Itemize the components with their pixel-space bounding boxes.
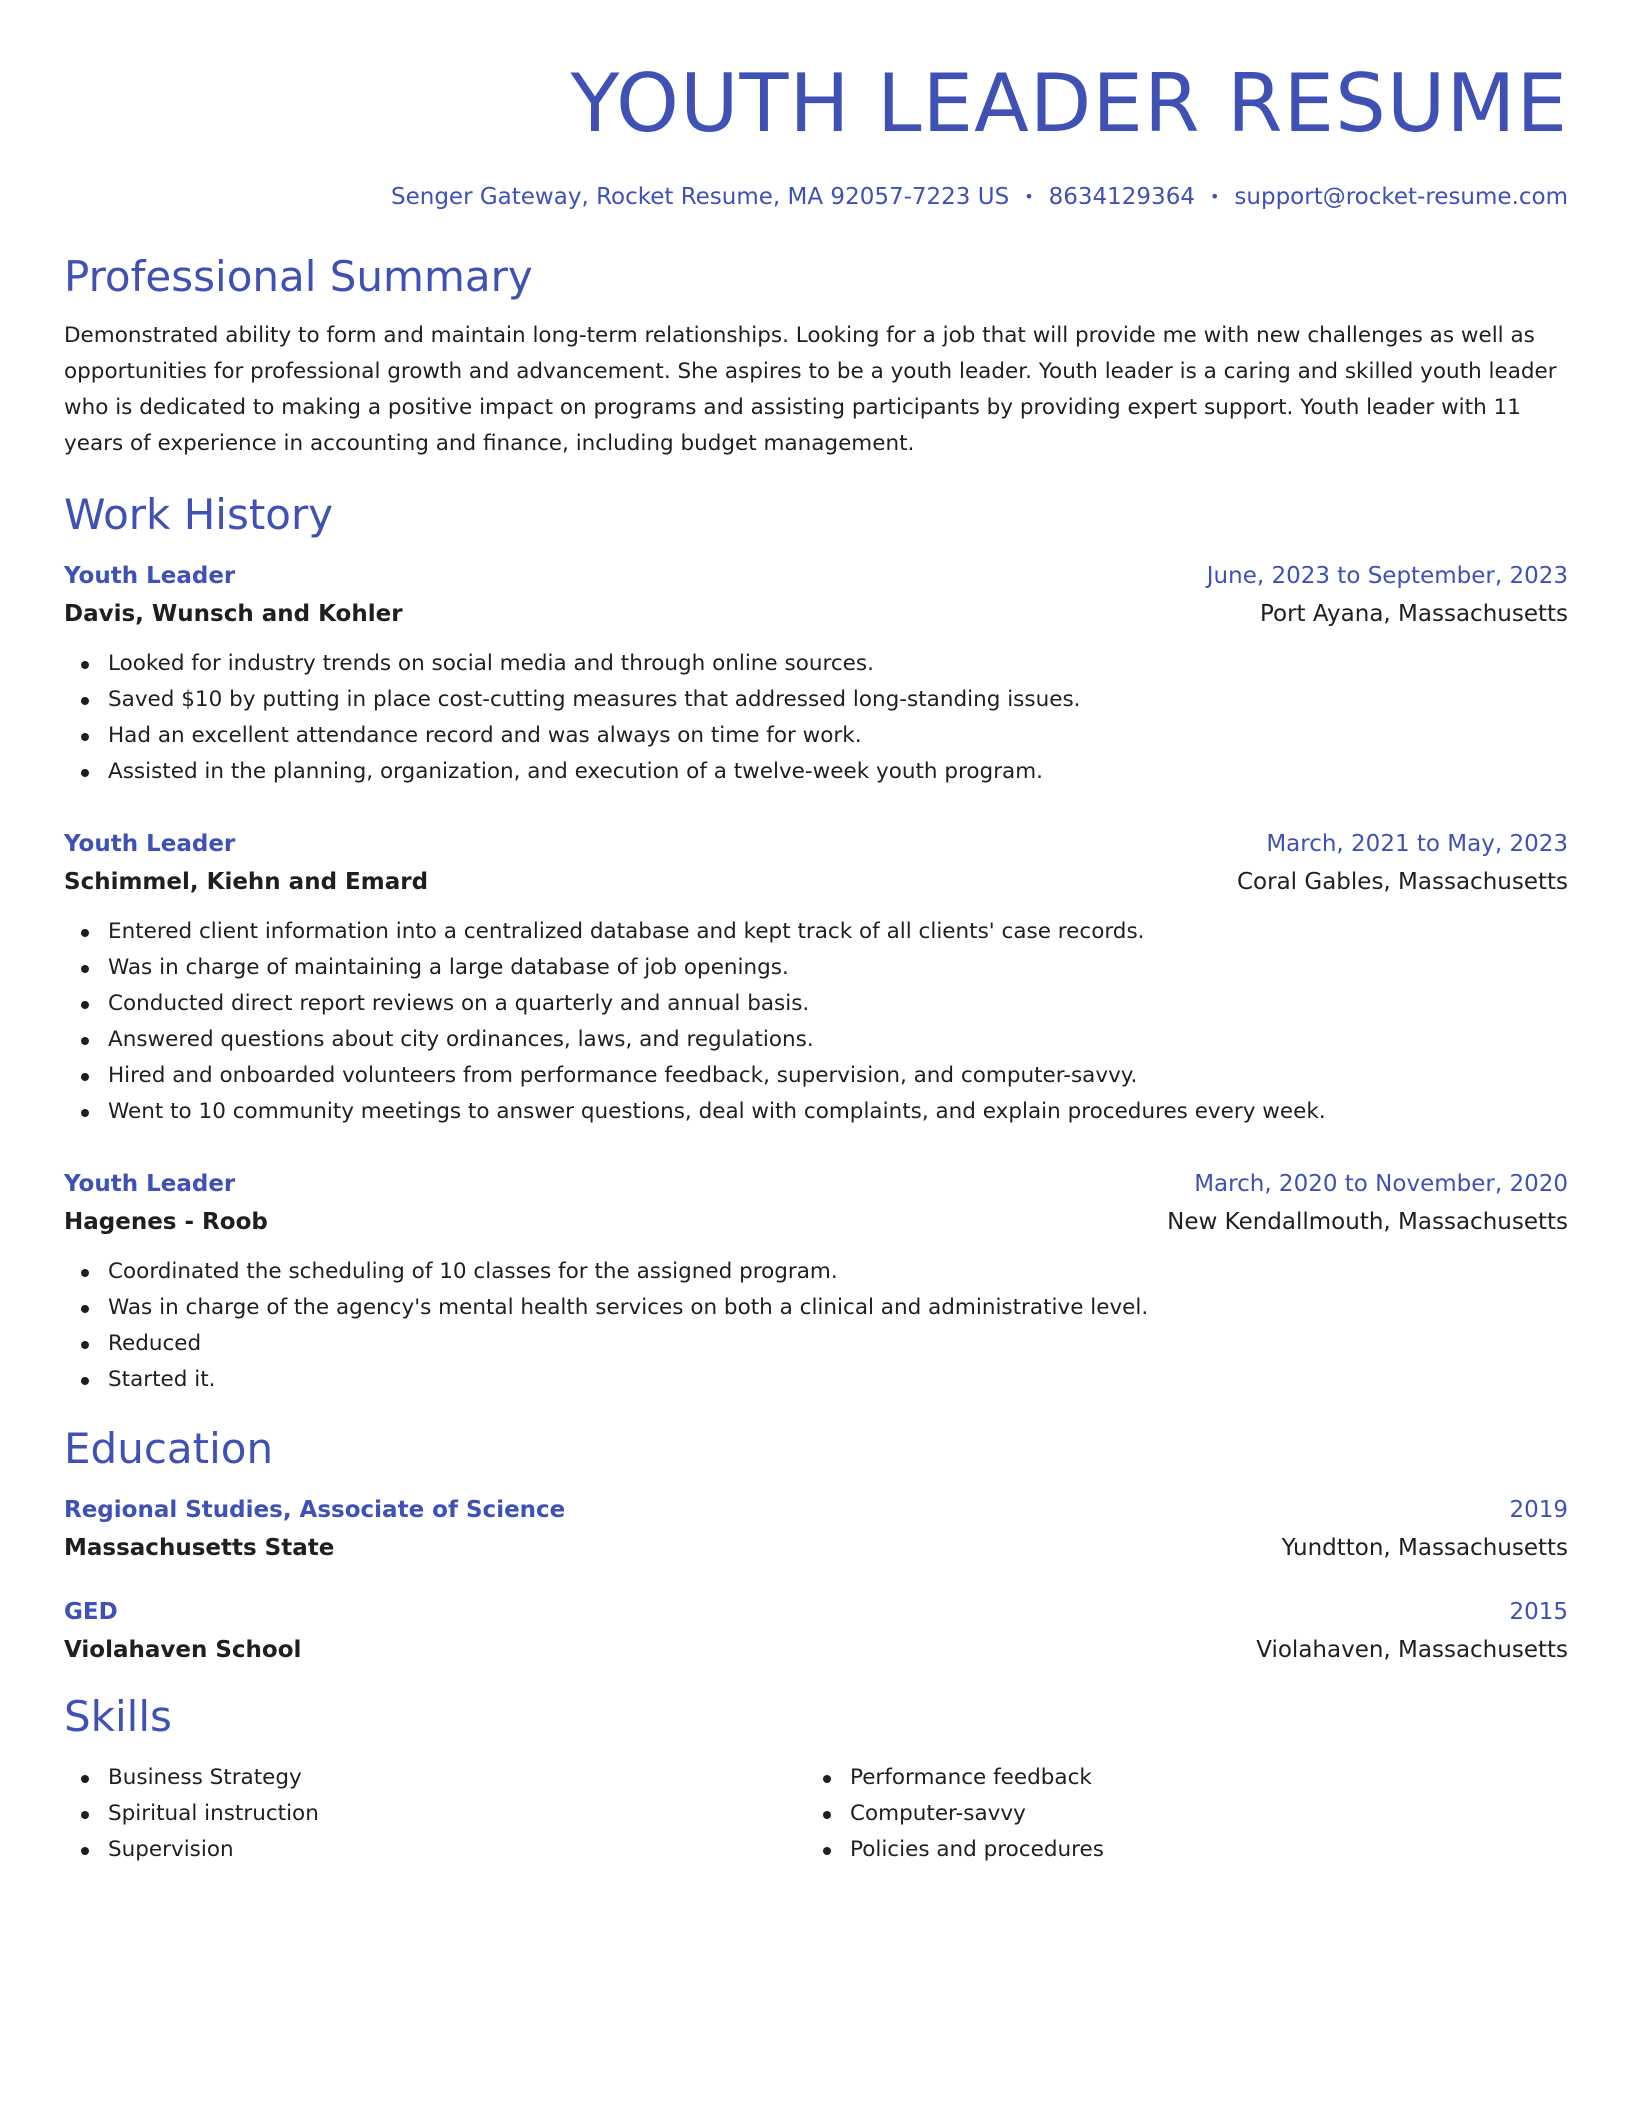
job-dates: June, 2023 to September, 2023 (1206, 563, 1568, 589)
list-item: Started it. (64, 1362, 1568, 1398)
skill-item: Policies and procedures (806, 1832, 1548, 1868)
list-item: Answered questions about city ordinances, laws, and regulations. (64, 1022, 1568, 1058)
job-role: Youth Leader (64, 563, 236, 589)
education-year: 2019 (1509, 1497, 1568, 1523)
bullet-separator-icon: • (1024, 187, 1034, 206)
job-role: Youth Leader (64, 831, 236, 857)
job-dates: March, 2020 to November, 2020 (1194, 1171, 1568, 1197)
job-bullets (64, 914, 1568, 1130)
list-item: Was in charge of the agency's mental health services on both a clinical and administrative level. (64, 1290, 1568, 1326)
bullet-separator-icon: • (1209, 187, 1220, 206)
section-title-skills: Skills (64, 1692, 172, 1741)
skill-item: Business Strategy (64, 1760, 806, 1796)
education-degree: Regional Studies, Associate of Science (64, 1497, 566, 1523)
education-school: Violahaven School (64, 1637, 302, 1663)
section-title-work-history: Work History (64, 490, 334, 539)
list-item: Entered client information into a centralized database and kept track of all clients' case records. (64, 914, 1568, 950)
skill-item: Supervision (64, 1832, 806, 1868)
skills-column-right (806, 1760, 1548, 1868)
list-item: Coordinated the scheduling of 10 classes for the assigned program. (64, 1254, 1568, 1290)
contact-line (64, 182, 1568, 212)
education-school: Massachusetts State (64, 1535, 335, 1561)
job-dates: March, 2021 to May, 2023 (1266, 831, 1568, 857)
job-entry (64, 828, 1568, 1130)
resume-page (64, 0, 1568, 1868)
education-entry (64, 1494, 1568, 1564)
skill-item: Computer-savvy (806, 1796, 1548, 1832)
list-item: Hired and onboarded volunteers from performance feedback, supervision, and computer-savvy. (64, 1058, 1568, 1094)
summary-text: Demonstrated ability to form and maintain long-term relationships. Looking for a job that will provide me with new challenges as well as opportunities for professional growth and advancement. She aspires to be a youth leader. Youth leader is a caring and skilled youth leader who is dedicated to making a positive impact on programs and assisting participants by providing expert support. Youth leader with 11 years of experience in accounting and finance, including budget management. (64, 323, 1557, 456)
job-bullets (64, 1254, 1568, 1398)
education-entry (64, 1596, 1568, 1666)
section-title-summary: Professional Summary (64, 252, 533, 301)
skill-item: Performance feedback (806, 1760, 1548, 1796)
list-item: Assisted in the planning, organization, and execution of a twelve-week youth program. (64, 754, 1568, 790)
job-company: Hagenes - Roob (64, 1209, 268, 1235)
job-role: Youth Leader (64, 1171, 236, 1197)
skill-item: Spiritual instruction (64, 1796, 806, 1832)
job-entry (64, 1168, 1568, 1398)
skills-list (64, 1760, 1568, 1868)
list-item: Looked for industry trends on social media and through online sources. (64, 646, 1568, 682)
list-item: Was in charge of maintaining a large database of job openings. (64, 950, 1568, 986)
job-location: Coral Gables, Massachusetts (1237, 869, 1568, 895)
list-item: Reduced (64, 1326, 1568, 1362)
job-entry (64, 560, 1568, 790)
education-year: 2015 (1509, 1599, 1568, 1625)
job-company: Schimmel, Kiehn and Emard (64, 869, 429, 895)
resume-title: YOUTH LEADER RESUME (570, 57, 1568, 150)
list-item: Went to 10 community meetings to answer questions, deal with complaints, and explain procedures every week. (64, 1094, 1568, 1130)
job-company: Davis, Wunsch and Kohler (64, 601, 403, 627)
education-location: Yundtton, Massachusetts (1281, 1535, 1568, 1561)
contact-address: Senger Gateway, Rocket Resume, MA 92057-7223 US (391, 184, 1010, 210)
section-title-education: Education (64, 1424, 274, 1473)
list-item: Conducted direct report reviews on a quarterly and annual basis. (64, 986, 1568, 1022)
job-location: Port Ayana, Massachusetts (1259, 601, 1568, 627)
job-location: New Kendallmouth, Massachusetts (1167, 1209, 1568, 1235)
job-bullets (64, 646, 1568, 790)
education-degree: GED (64, 1599, 118, 1625)
contact-phone: 8634129364 (1048, 184, 1195, 210)
list-item: Had an excellent attendance record and was always on time for work. (64, 718, 1568, 754)
contact-email: support@rocket-resume.com (1234, 184, 1568, 210)
skills-column-left (64, 1760, 806, 1868)
education-location: Violahaven, Massachusetts (1256, 1637, 1568, 1663)
list-item: Saved $10 by putting in place cost-cutting measures that addressed long-standing issues. (64, 682, 1568, 718)
